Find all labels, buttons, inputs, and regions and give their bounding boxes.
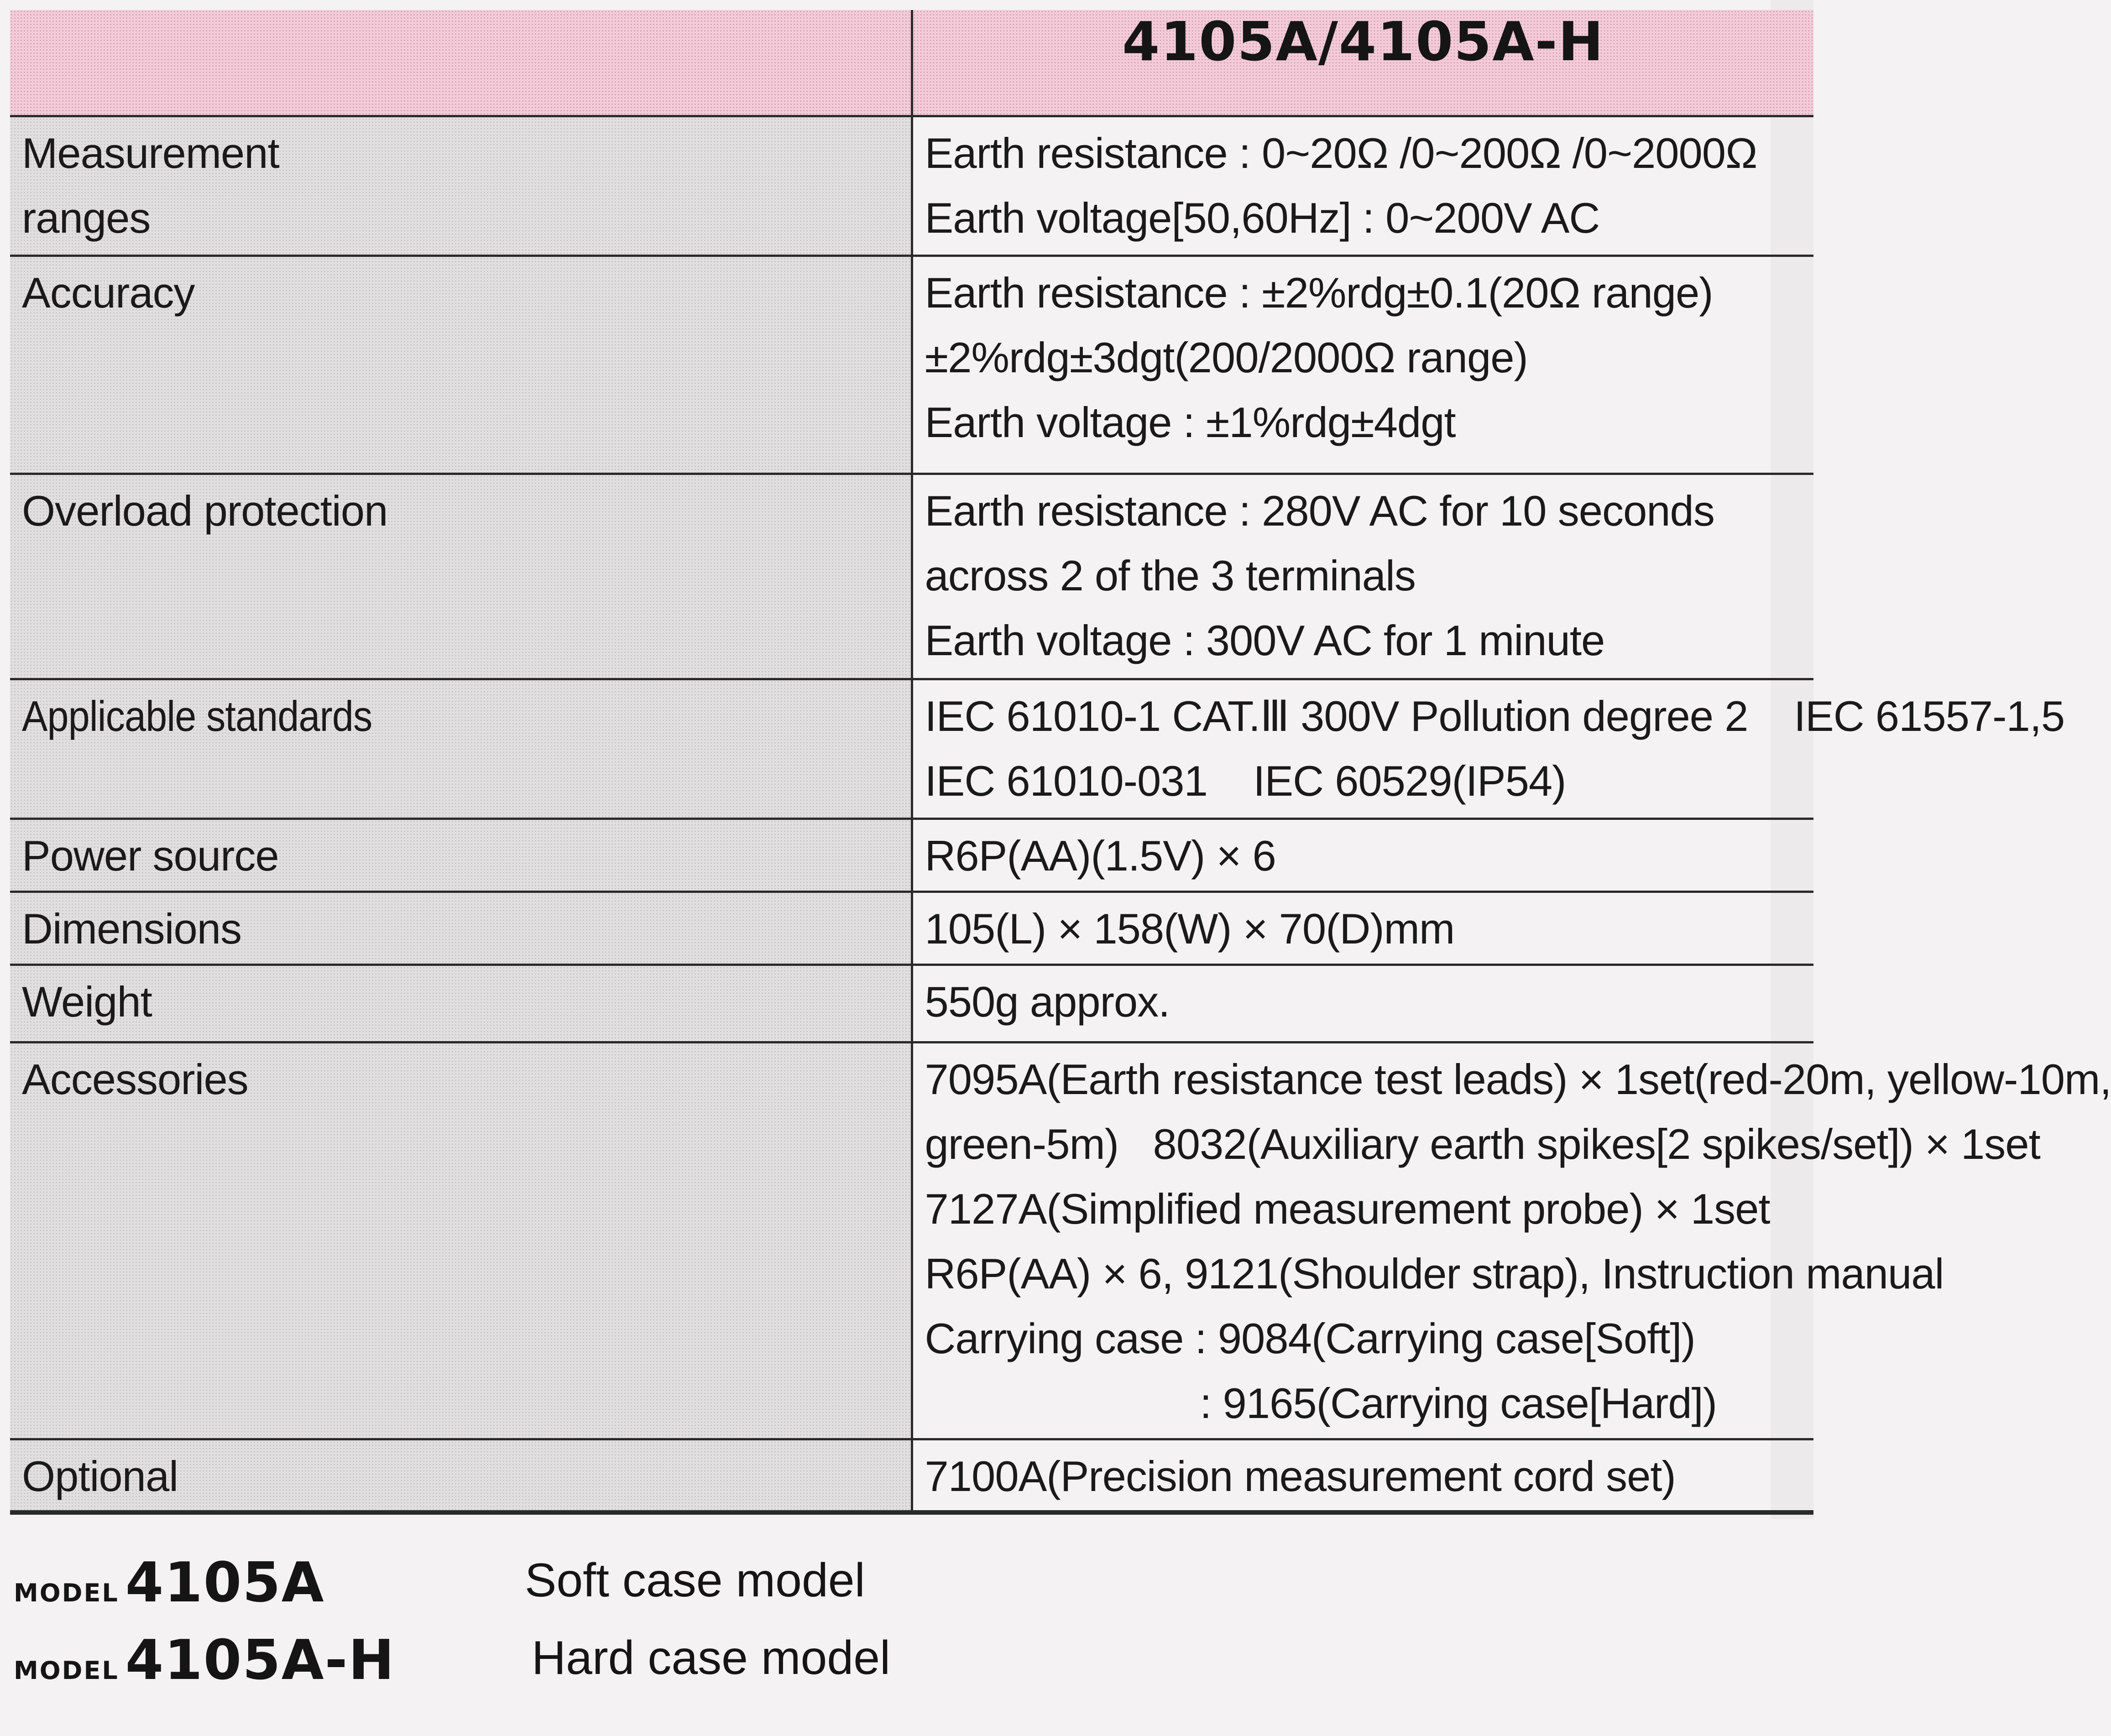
row-label-line: Dimensions [22,905,242,953]
row-value-line: R6P(AA)(1.5V) × 6 [925,832,1276,880]
row-value [912,892,1813,965]
row-label [10,116,912,256]
row-label [10,1439,912,1512]
row-label-line: Applicable standards [22,692,372,740]
row-value-line: Earth resistance : 0~20Ω /0~200Ω /0~2000Ω [925,129,1757,177]
row-value-line: Earth voltage : 300V AC for 1 minute [925,616,1605,664]
model-line-soft [14,1551,325,1624]
table-row [10,819,1813,892]
row-label-line: Accessories [22,1055,248,1103]
row-label [10,256,912,474]
row-value-line: 105(L) × 158(W) × 70(D)mm [925,905,1455,953]
table-row [10,116,1813,256]
row-label [10,474,912,679]
model-number: 4105A [125,1551,325,1615]
model-prefix: MODEL [14,1579,119,1607]
model-description: Soft case model [525,1554,865,1607]
row-label-line: Optional [22,1452,178,1500]
row-value-line: across 2 of the 3 terminals [925,552,1416,600]
table-row [10,1043,1813,1439]
table-row [10,679,1813,819]
row-value [912,1043,2111,1439]
row-label-line: ranges [22,194,151,242]
row-value-line: 7095A(Earth resistance test leads) × 1set(red-20m, yellow-10m, [925,1055,2111,1103]
row-value [912,965,1813,1043]
row-label [10,965,912,1043]
row-label-line: Measurement [22,129,279,177]
model-line-hard [14,1629,395,1702]
row-value-line: Earth voltage : ±1%rdg±4dgt [925,398,1456,446]
row-label-line: Power source [22,832,279,880]
row-value-line: IEC 61010-1 CAT.Ⅲ 300V Pollution degree 2 IEC 61557-1,5 [925,692,2065,740]
row-value [912,474,1813,679]
row-value [912,819,1813,892]
table-header-row [10,10,1813,116]
row-value [912,256,1813,474]
row-value [912,116,1813,256]
row-label-line: Weight [22,978,152,1026]
row-label [10,819,912,892]
row-value-line: Earth voltage[50,60Hz] : 0~200V AC [925,194,1600,242]
row-label [10,1043,912,1439]
table-row [10,256,1813,474]
table-row [10,965,1813,1043]
spec-table [10,10,2111,1515]
row-value-line: 7100A(Precision measurement cord set) [925,1452,1676,1500]
table-row [10,892,1813,965]
row-value-line: 7127A(Simplified measurement probe) × 1set [925,1185,1770,1233]
row-value-line: 550g approx. [925,978,1170,1026]
row-label-line: Overload protection [22,487,388,535]
row-label-line: Accuracy [22,269,195,317]
table-row [10,1439,1813,1512]
row-value-line: Earth resistance : 280V AC for 10 seconds [925,487,1714,535]
header-corner-cell [10,10,912,116]
row-value-line: R6P(AA) × 6, 9121(Shoulder strap), Instruction manual [925,1250,1944,1298]
row-value-line: ±2%rdg±3dgt(200/2000Ω range) [925,334,1528,381]
row-value [912,679,2065,819]
row-value-line: IEC 61010-031 IEC 60529(IP54) [925,757,1566,805]
model-prefix: MODEL [14,1656,119,1685]
row-value-line: Earth resistance : ±2%rdg±0.1(20Ω range) [925,269,1713,317]
row-label [10,679,912,819]
row-label [10,892,912,965]
row-value-line: : 9165(Carrying case[Hard]) [925,1379,1717,1427]
model-description: Hard case model [532,1632,891,1684]
model-title: 4105A/4105A-H [912,10,1813,116]
row-value-line: green-5m) 8032(Auxiliary earth spikes[2 spikes/set]) × 1set [925,1120,2040,1168]
row-value [912,1439,1813,1512]
model-number: 4105A-H [125,1629,395,1692]
row-value-line: Carrying case : 9084(Carrying case[Soft]) [925,1314,1695,1362]
table-row [10,474,1813,679]
